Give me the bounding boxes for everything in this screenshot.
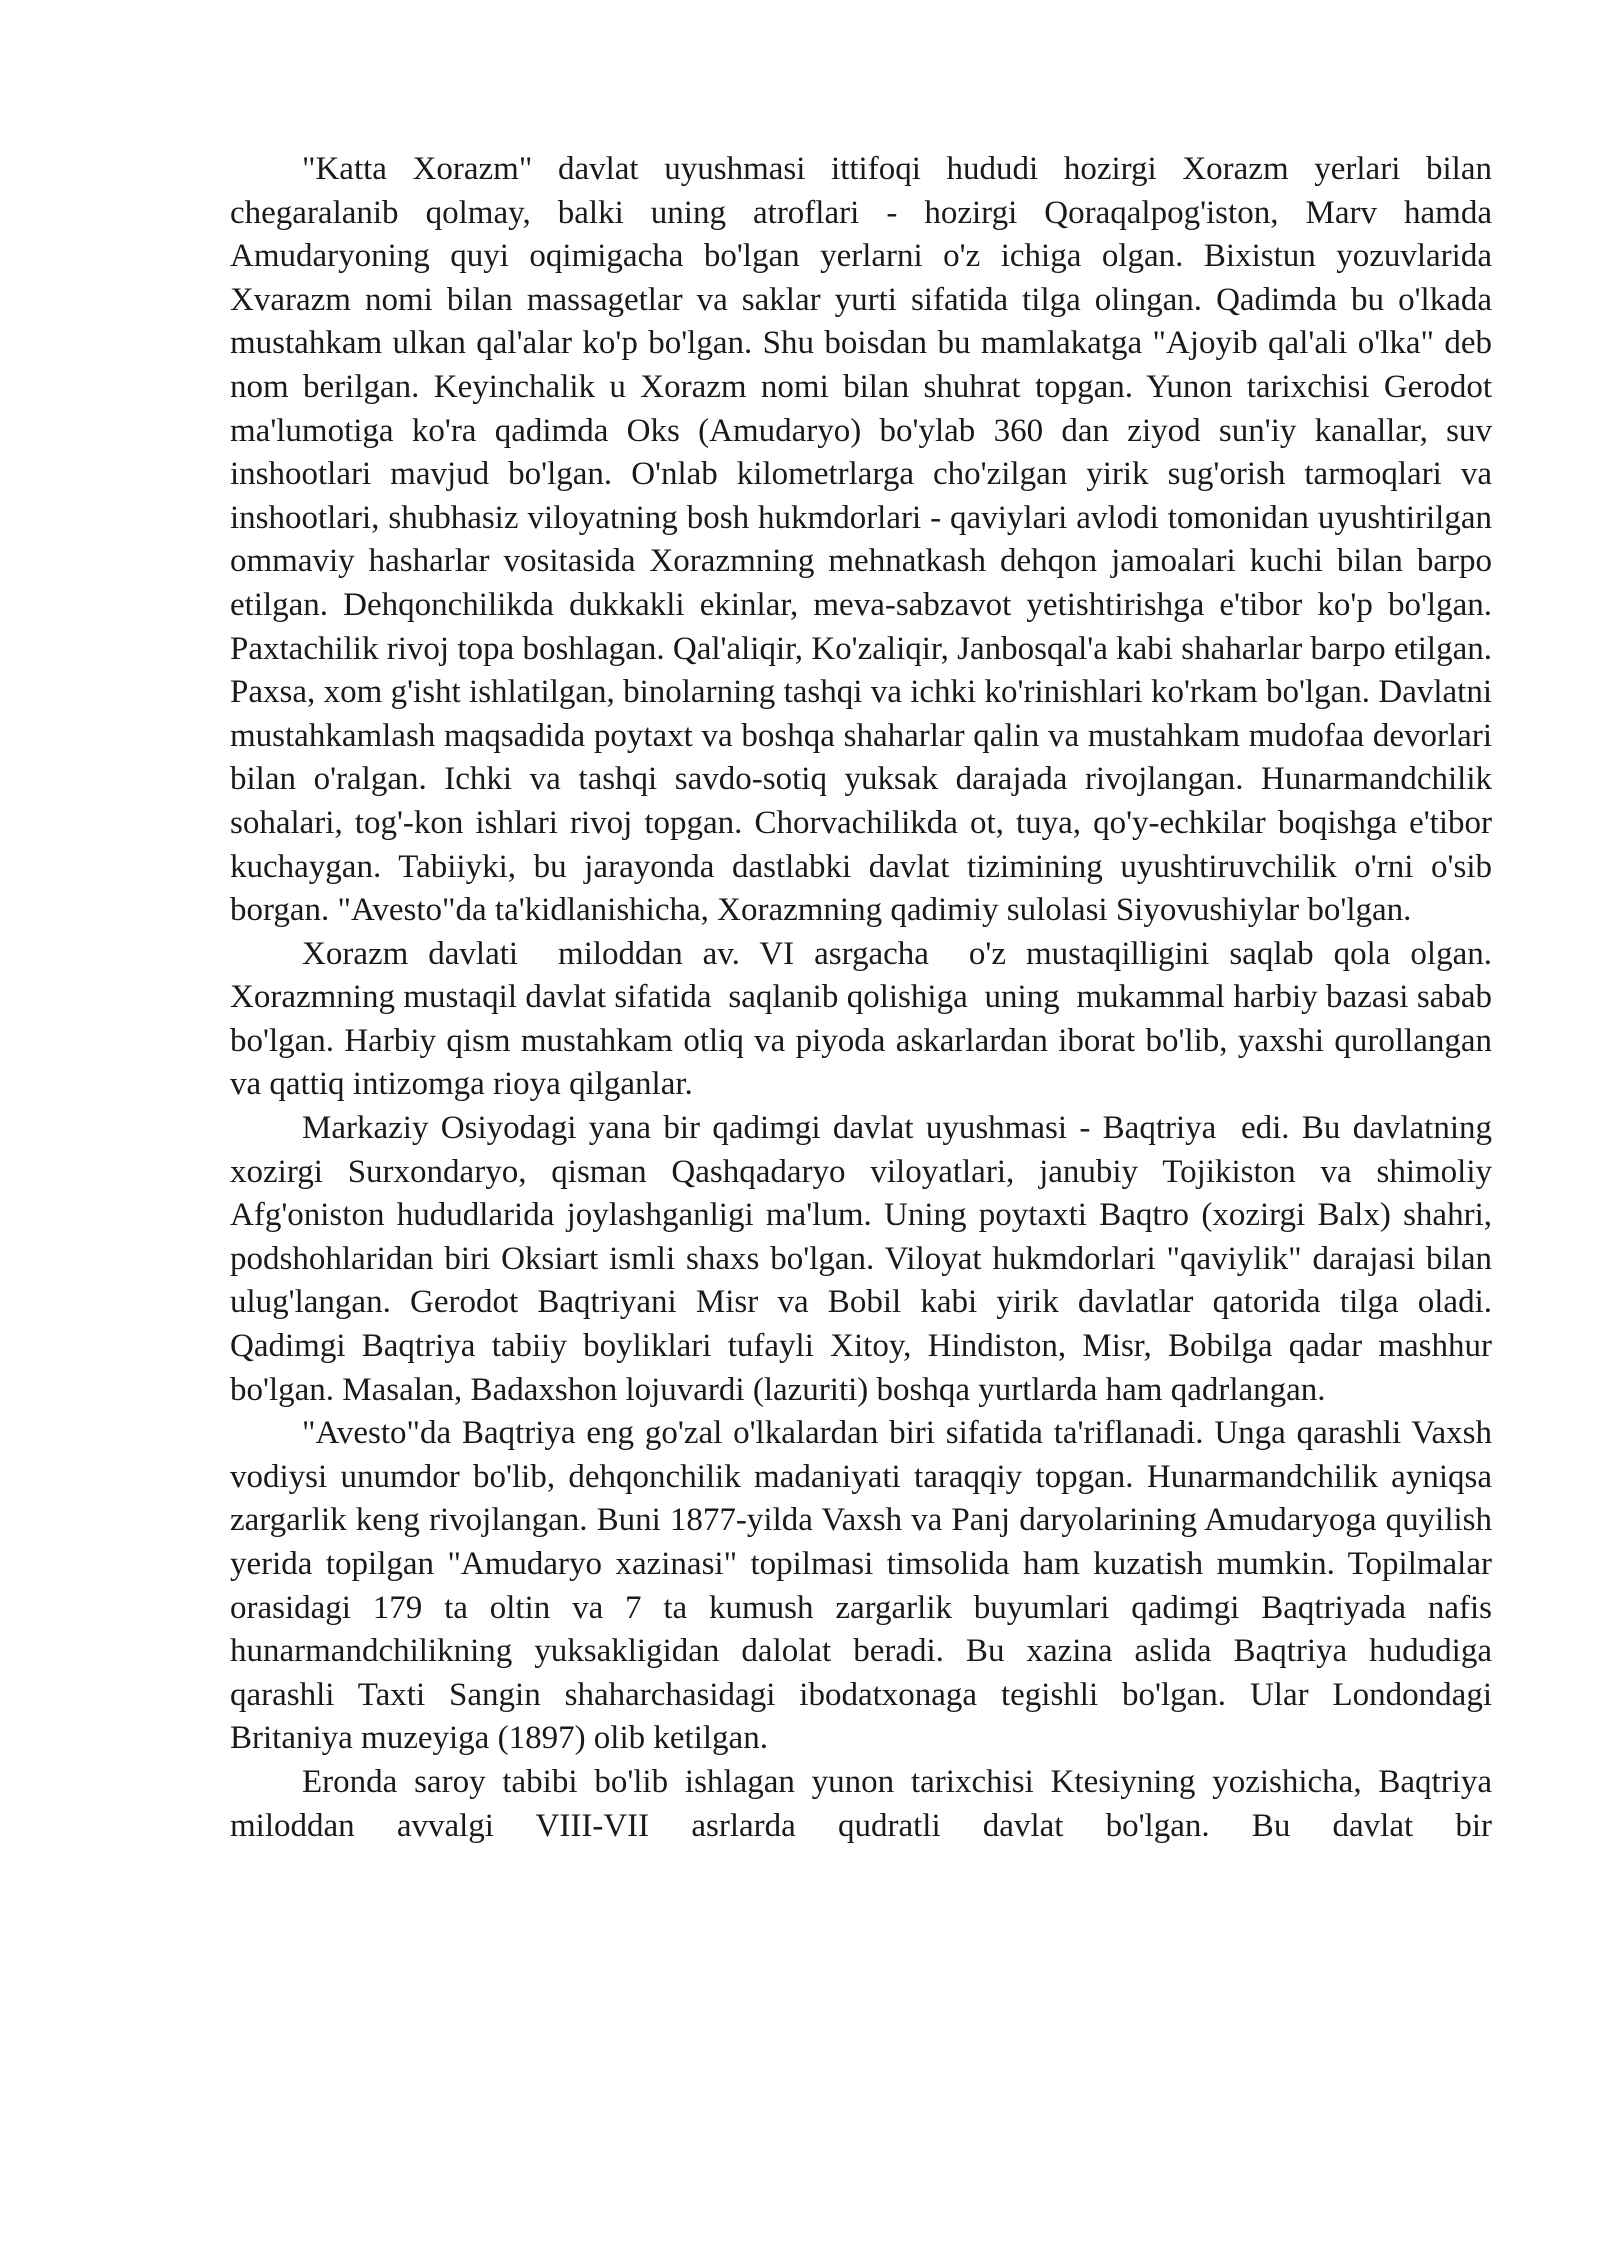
paragraph-avesto-baqtriya: "Avesto"da Baqtriya eng go'zal o'lkalardan biri sifatida ta'riflanadi. Unga qarashli Vaxsh vodiysi unumdor bo'lib, dehqonchilik madaniyati taraqqiy topgan. Hunarmandchilik ayniqsa zargarlik keng rivojlangan. Buni 1877-yilda Vaxsh va Panj daryolarining Amudaryoga quyilish yerida topilgan "Amudaryo xazinasi" topilmasi timsolida ham kuzatish mumkin. Topilmalar orasidagi 179 ta oltin va 7 ta kumush zargarlik buyumlari qadimgi Baqtriyada nafis hunarmandchilikning yuksakligidan dalolat beradi. Bu xazina aslida Baqtriya hududiga qarashli Taxti Sangin shaharchasidagi ibodatxonaga tegishli bo'lgan. Ular Londondagi Britaniya muzeyiga (1897) olib ketilgan. (230, 1415, 1501, 1757)
document-body (230, 148, 1509, 1848)
paragraph-xorazm-davlati: Xorazm davlati miloddan av. VI asrgacha o'z mustaqilligini saqlab qola olgan. Xorazmning mustaqil davlat sifatida saqlanib qolishiga uning mukammal harbiy bazasi sabab bo'lgan. Harbiy qism mustahkam otliq va piyoda askarlardan iborat bo'lib, yaxshi qurollangan va qattiq intizomga rioya qilganlar. (230, 935, 1501, 1103)
paragraph-baqtriya-intro: Markaziy Osiyodagi yana bir qadimgi davlat uyushmasi - Baqtriya edi. Bu davlatning xozirgi Surxondaryo, qisman Qashqadaryo viloyatlari, janubiy Tojikiston va shimoliy Afg'oniston hududlarida joylashganligi ma'lum. Uning poytaxti Baqtro (xozirgi Balx) shahri, podshohlaridan biri Oksiart ismli shaxs bo'lgan. Viloyat hukmdorlari "qaviylik" darajasi bilan ulug'langan. Gerodot Baqtriyani Misr va Bobil kabi yirik davlatlar qatorida tilga oladi. Qadimgi Baqtriya tabiiy boyliklari tufayli Xitoy, Hindiston, Misr, Bobilga qadar mashhur bo'lgan. Masalan, Badaxshon lojuvardi (lazuriti) boshqa yurtlarda ham qadrlangan. (230, 1110, 1501, 1408)
paragraph-katta-xorazm: "Katta Xorazm" davlat uyushmasi ittifoqi hududi hozirgi Xorazm yerlari bilan chegaralanib qolmay, balki uning atroflari - hozirgi Qoraqalpog'iston, Marv hamda Amudaryoning quyi oqimigacha bo'lgan yerlarni o'z ichiga olgan. Bixistun yozuvlarida Xvarazm nomi bilan massagetlar va saklar yurti sifatida tilga olingan. Qadimda bu o'lkada mustahkam ulkan qal'alar ko'p bo'lgan. Shu boisdan bu mamlakatga "Ajoyib qal'ali o'lka" deb nom berilgan. Keyinchalik u Xorazm nomi bilan shuhrat topgan. Yunon tarixchisi Gerodot ma'lumotiga ko'ra qadimda Oks (Amudaryo) bo'ylab 360 dan ziyod sun'iy kanallar, suv inshootlari mavjud bo'lgan. O'nlab kilometrlarga cho'zilgan yirik sug'orish tarmoqlari va inshootlari, shubhasiz viloyatning bosh hukmdorlari - qaviylari avlodi tomonidan uyushtirilgan ommaviy hasharlar vositasida Xorazmning mehnatkash dehqon jamoalari kuchi bilan barpo etilgan. Dehqonchilikda dukkakli ekinlar, meva-sabzavot yetishtirishga e'tibor ko'p bo'lgan. Paxtachilik rivoj topa boshlagan. Qal'aliqir, Ko'zaliqir, Janbosqal'a kabi shaharlar barpo etilgan. Paxsa, xom g'isht ishlatilgan, binolarning tashqi va ichki ko'rinishlari ko'rkam bo'lgan. Davlatni mustahkamlash maqsadida poytaxt va boshqa shaharlar qalin va mustahkam mudofaa devorlari bilan o'ralgan. Ichki va tashqi savdo-sotiq yuksak darajada rivojlangan. Hunarmandchilik sohalari, tog'-kon ishlari rivoj topgan. Chorvachilikda ot, tuya, qo'y-echkilar boqishga e'tibor kuchaygan. Tabiiyki, bu jarayonda dastlabki davlat tizimining uyushtiruvchilik o'rni o'sib borgan. "Avesto"da ta'kidlanishicha, Xorazmning qadimiy sulolasi Siyovushiylar bo'lgan. (230, 151, 1501, 929)
paragraph-ktesiy: Eronda saroy tabibi bo'lib ishlagan yunon tarixchisi Ktesiyning yozishicha, Baqtriya miloddan avvalgi VIII-VII asrlarda qudratli davlat bo'lgan. Bu davlat bir (230, 1763, 1509, 1844)
